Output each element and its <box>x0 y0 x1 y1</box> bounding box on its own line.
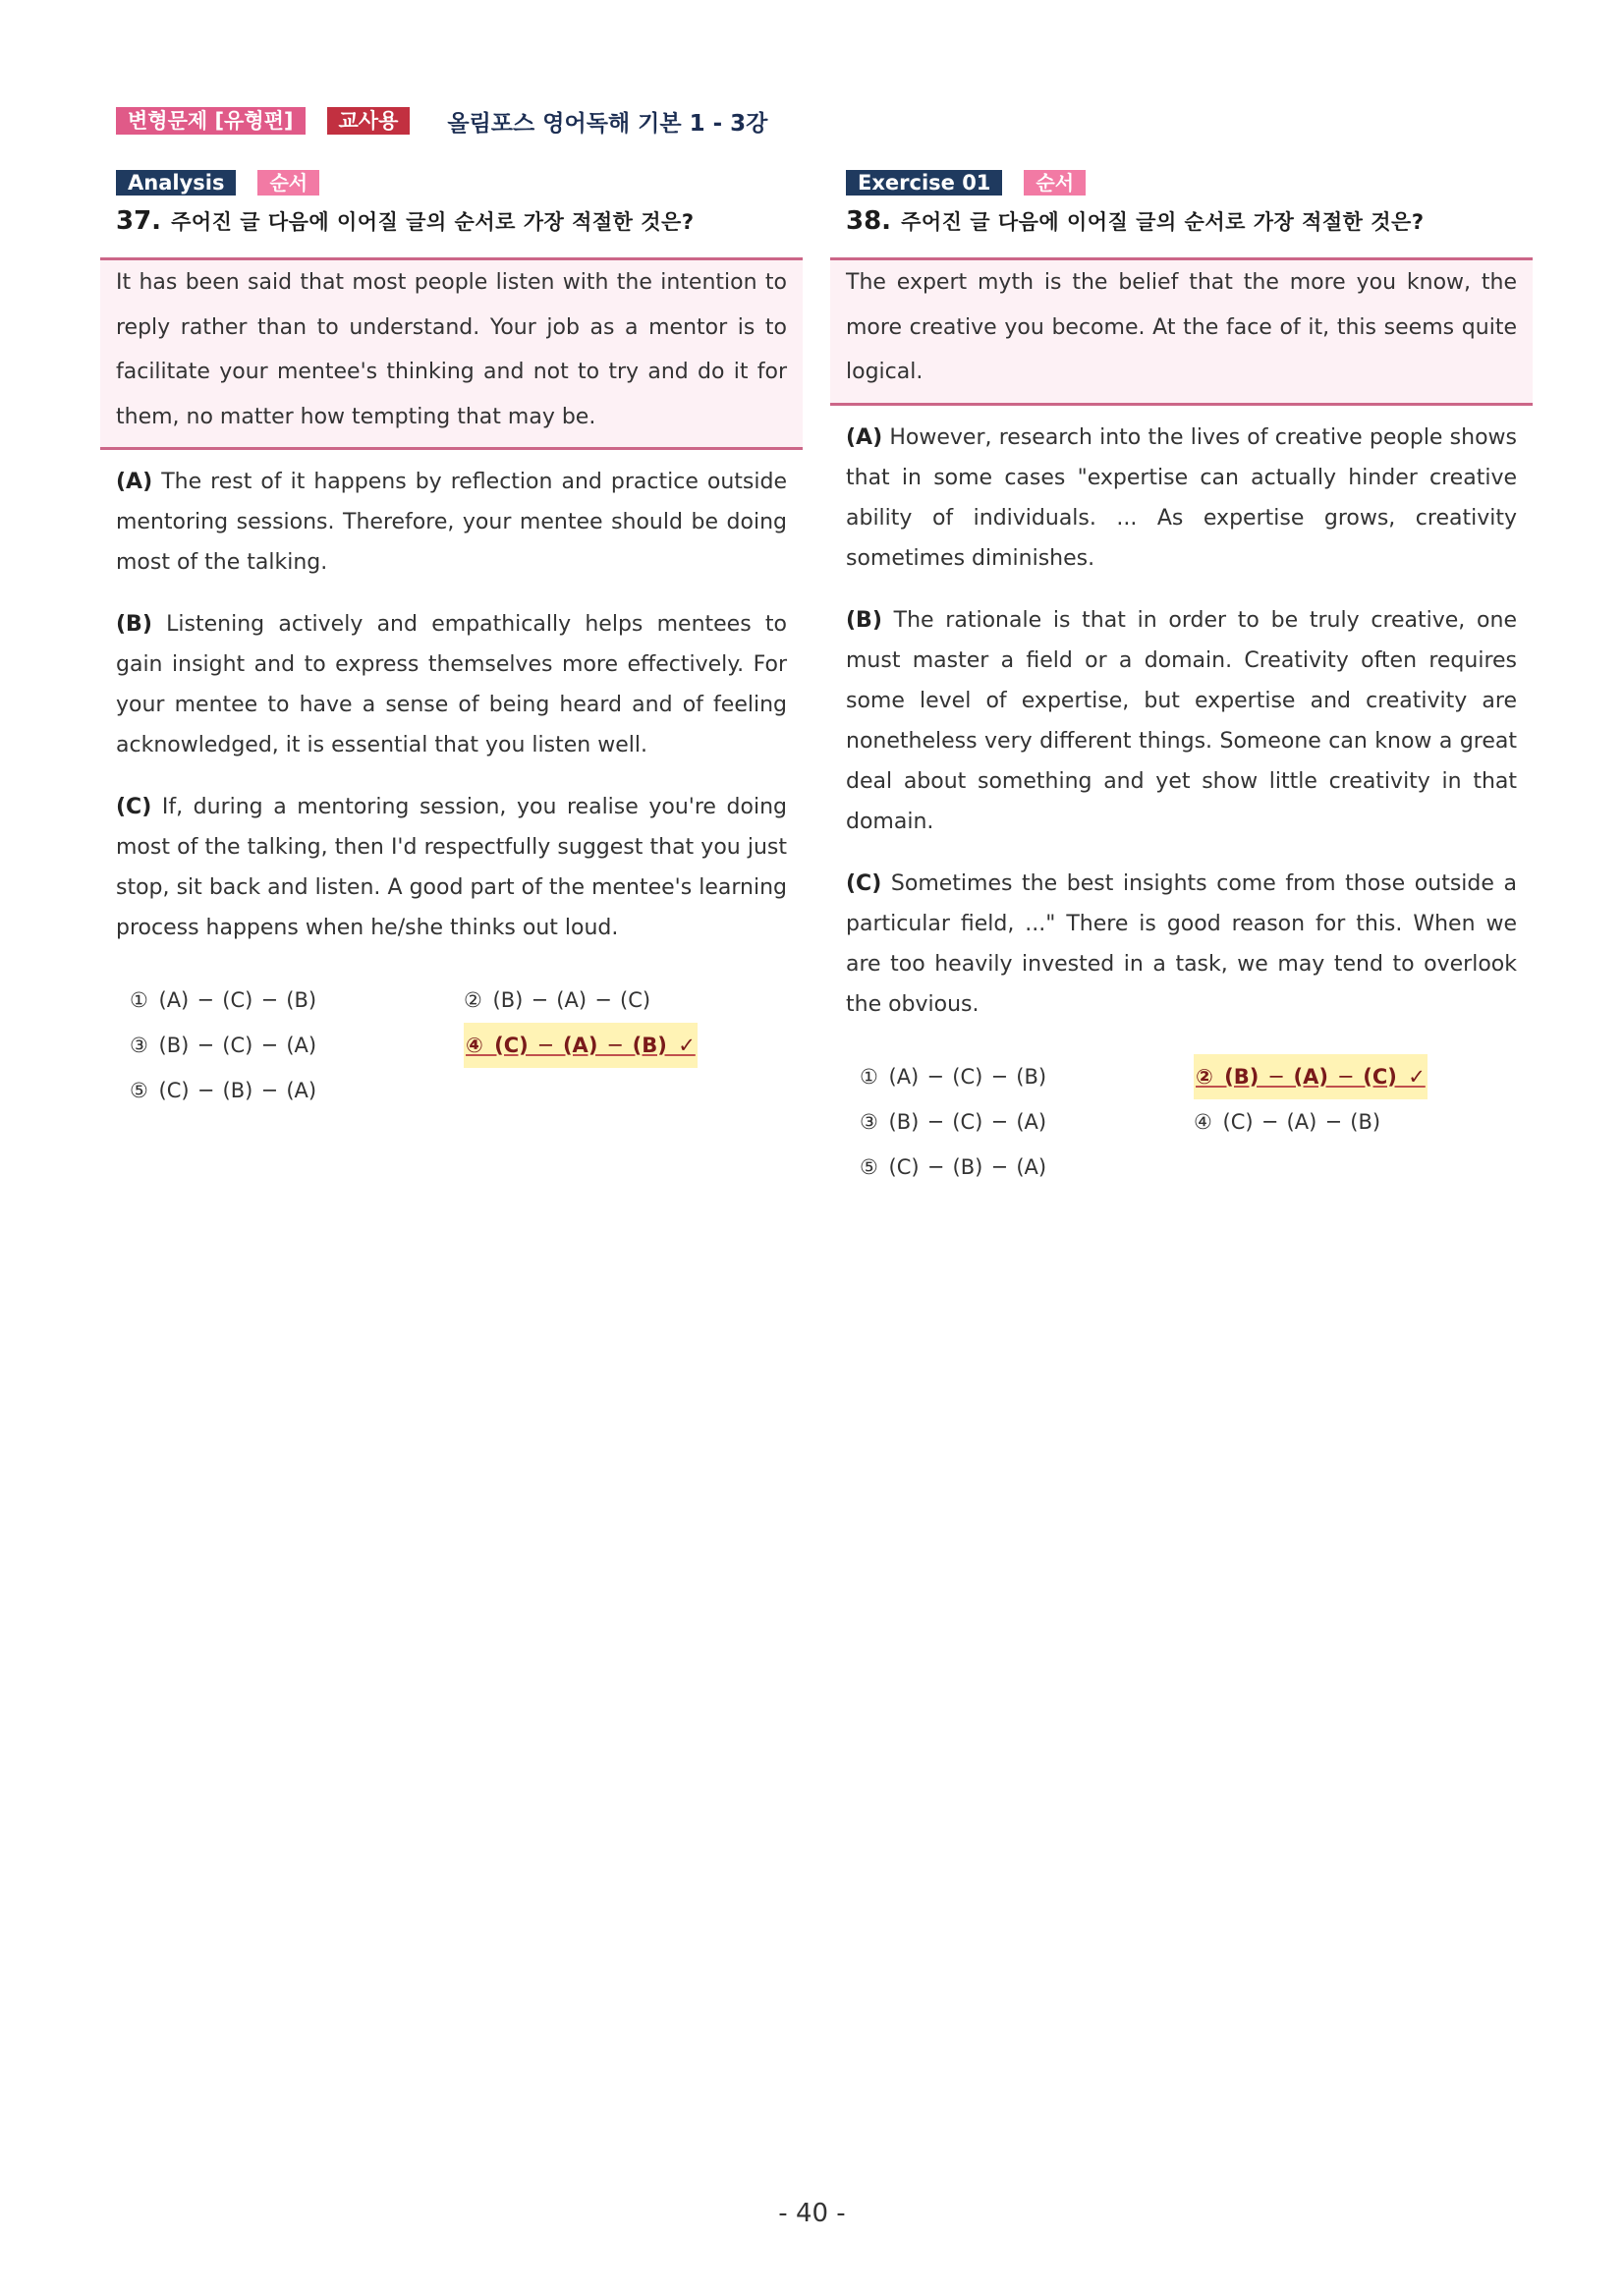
option-4[interactable] <box>1180 1099 1514 1145</box>
option-5[interactable] <box>846 1145 1180 1190</box>
option-text: ② (B) ─ (A) ─ (C) <box>464 988 651 1012</box>
paragraph-text: The rest of it happens by reflection and practice outside mentoring sessions. Therefore, your mentee should be doing most of the talking. <box>116 470 787 575</box>
question-number: 38. <box>846 206 892 236</box>
option-text: ③ (B) ─ (C) ─ (A) <box>860 1109 1047 1134</box>
question-text: 주어진 글 다음에 이어질 글의 순서로 가장 적절한 것은? <box>901 210 1425 234</box>
section-row <box>846 169 1533 196</box>
option-5[interactable] <box>116 1068 450 1113</box>
paragraph-text: However, research into the lives of creative people shows that in some cases "expertise can actually hinder creative ability of individuals. ... As expertise grows, creativity sometimes diminishes. <box>846 424 1518 571</box>
question-heading <box>846 206 1533 240</box>
page-title: 올림포스 영어독해 기본 1 - 3강 <box>447 110 768 137</box>
paragraph-a <box>116 462 787 583</box>
option-3[interactable] <box>116 1023 450 1068</box>
paragraph-label: (B) <box>846 607 882 633</box>
teacher-tag: 교사용 <box>327 107 411 135</box>
paragraph-b <box>846 600 1517 842</box>
option-text: ② (B) ─ (A) ─ (C) ✓ <box>1194 1054 1428 1099</box>
page-header <box>116 104 767 138</box>
option-text: ③ (B) ─ (C) ─ (A) <box>130 1034 317 1057</box>
question-number: 37. <box>116 206 162 236</box>
answer-options <box>116 978 787 1113</box>
paragraph-label: (A) <box>846 424 883 450</box>
option-text: ① (A) ─ (C) ─ (B) <box>130 988 317 1012</box>
question-text: 주어진 글 다음에 이어질 글의 순서로 가장 적절한 것은? <box>171 210 695 234</box>
paragraph-a <box>846 418 1517 579</box>
paragraph-label: (C) <box>846 870 882 896</box>
variant-tag: 변형문제 [유형편] <box>116 107 306 135</box>
paragraph-text: Listening actively and empathically helps mentees to gain insight and to express themselves more effectively. For your mentee to have a sense of being heard and of feeling acknowledged, it is essential that you listen well. <box>116 612 787 757</box>
option-1[interactable] <box>846 1054 1180 1099</box>
section-label: Exercise 01 <box>846 170 1002 196</box>
option-1[interactable] <box>116 978 450 1023</box>
given-passage: It has been said that most people listen with the intention to reply rather than to understand. Your job as a mentor is to facilitate your mentee's thinking and not to try and do it for them, no matter how tempting that may be. <box>116 270 787 429</box>
given-passage: The expert myth is the belief that the more you know, the more creative you become. At the face of it, this seems quite logical. <box>846 270 1517 384</box>
option-text: ⑤ (C) ─ (B) ─ (A) <box>130 1079 317 1102</box>
answer-options <box>846 1054 1517 1190</box>
option-text: ④ (C) ─ (A) ─ (B) <box>1194 1109 1381 1134</box>
section-label: Analysis <box>116 170 236 196</box>
type-label: 순서 <box>257 170 319 196</box>
option-3[interactable] <box>846 1099 1180 1145</box>
option-2-correct[interactable] <box>1180 1054 1514 1099</box>
section-row <box>116 169 803 196</box>
question-37-column <box>100 169 803 1113</box>
given-passage-box <box>830 257 1533 406</box>
paragraph-label: (B) <box>116 612 152 637</box>
option-2[interactable] <box>450 978 784 1023</box>
paragraph-text: The rationale is that in order to be truly creative, one must master a field or a domain. Creativity often requires some level of expertise, but expertise and creativity are nonetheless very different things. Someone can know a great deal about something and yet show little creativity in that domain. <box>846 607 1517 834</box>
paragraph-b <box>116 604 787 765</box>
type-label: 순서 <box>1024 170 1086 196</box>
paragraph-label: (C) <box>116 795 152 819</box>
question-heading <box>116 206 803 240</box>
paragraph-text: If, during a mentoring session, you realise you're doing most of the talking, then I'd respectfully suggest that you just stop, sit back and listen. A good part of the mentee's learning process happens when he/she thinks out loud. <box>116 795 787 940</box>
paragraph-c <box>846 864 1517 1025</box>
paragraph-text: Sometimes the best insights come from those outside a particular field, ..." There is good reason for this. When we are too heavily invested in a task, we may tend to overlook the obvious. <box>846 870 1517 1017</box>
option-text: ① (A) ─ (C) ─ (B) <box>860 1064 1047 1089</box>
option-4-correct[interactable] <box>450 1023 784 1068</box>
paragraph-c <box>116 787 787 948</box>
paragraph-label: (A) <box>116 470 153 494</box>
page-number: - 40 - <box>778 2199 846 2228</box>
option-text: ⑤ (C) ─ (B) ─ (A) <box>860 1154 1047 1179</box>
question-38-column <box>830 169 1533 1190</box>
given-passage-box <box>100 257 803 450</box>
option-text: ④ (C) ─ (A) ─ (B) ✓ <box>464 1023 698 1068</box>
